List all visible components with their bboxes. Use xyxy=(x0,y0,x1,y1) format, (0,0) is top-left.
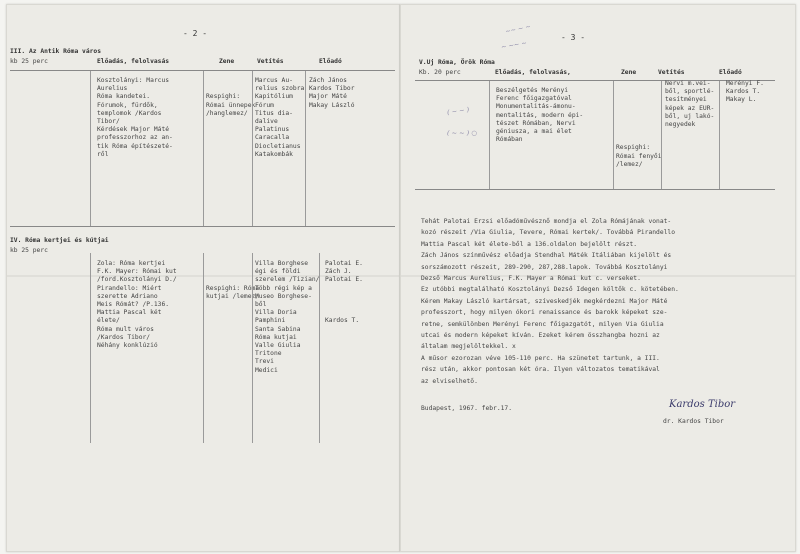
lecture-column: Beszélgetés Merényi Ferenc főigazgatóval Monumentalitás-ámonu- mentalitás, modern épi- tészet Rómában, Nervi géniusza, a mai élet Rómában xyxy=(496,87,584,144)
section-rule xyxy=(10,226,395,227)
section4-music-column: Respighi: Róma kutjai /lemez/ xyxy=(206,284,260,300)
instructions-paragraph: Tehát Palotai Erzsi előadóművésznő mondja el Zola Rómájának vonat- kozó részeit /Via Giulia, Tevere, Római kertek/. Továbbá Pirandello Mattia Pascal két élete-ből a 136.oldalon bejelölt részt. Zách János színművész előadja Stendhal Máték Itáliában kijelölt és sorszámozott részeit, 289-290, 287,288.lapok. Továbbá Kosztolányi Dezső Marcus Aurelius, F.K. Mayer a Római kut c. verseket. Ez utóbbi megtalálható Kosztolányi Dezső Idegen költők c. kötetében. Kérem Makay László kartársat, szíveskedjék megkérdezni Major Máté professzort, hogy milyen ókori renaissance és barokk képeket sze- retne, semkülönben Merényi Ferenc főigazgatót, milyen Via Giulia utcai és modern képeket kíván. Ezeket kérem összhangba hozni az általam megjelöltekkel. x A műsor ezorozan véve 105-110 perc. Ha szünetet tartunk, a III. rész után, akkor pontosan két óra. Ilyen változatos tematikával az elviselhető. xyxy=(421,218,679,385)
section-duration: kb 25 perc xyxy=(10,58,48,65)
right-page xyxy=(400,4,796,552)
pencil-annotation: ~ ~~ ~ xyxy=(500,38,528,52)
section4-projection-column: Villa Borghese égi és földi szerelem /Tizian/ Több régi kép a Museo Borghese- ből Villa Doria Pamphini Santa Sabina Róma kutjai Valle Giulia Tritone Trevi Medici xyxy=(255,260,320,374)
date-line: Budapest, 1967. febr.17. xyxy=(421,405,512,412)
column-header-projection: Vetítés xyxy=(257,58,284,65)
page-number: - 2 - xyxy=(183,29,208,38)
performer-column: Merényi F. Kardos T. Makay L. xyxy=(726,80,764,104)
projection-column: Nervi m.vei- ből, sportlé- tesítményei képek az EUR- ből, uj lakó- negyedek xyxy=(665,80,715,129)
music-column: Respighi: Római fenyői /lemez/ xyxy=(616,144,662,168)
column-divider xyxy=(90,253,91,443)
section3-projection-column: Marcus Au- relius szobra Kapitólium Fórum Titus dia- dalive Palatinus Caracalla Diocletianus Katakombák xyxy=(255,77,305,158)
section3-performer-column: Zách János Kardos Tibor Major Máté Makay László xyxy=(309,77,355,109)
column-divider xyxy=(319,253,320,443)
column-header-lecture: Előadás, felolvasás xyxy=(97,58,170,65)
signer-name: dr. Kardos Tibor xyxy=(663,418,724,425)
column-header-projection: Vetítés xyxy=(658,69,685,76)
column-divider xyxy=(489,81,490,189)
section4-performer-column: Palotai E. Zách J. Palotai E. Kardos T. xyxy=(325,260,363,325)
pencil-annotation: ~~ ~ ~ xyxy=(504,22,532,36)
section4-lecture-column: Zola: Róma kertjei F.K. Mayer: Római kut /ford.Kosztolányi D./ Pirandello: Miért szerette Adriano Meis Rómát? /P.136. Mattia Pascal két élete/ Róma mult város /Kardos Tibor/ Néhány konklúzió xyxy=(97,260,177,350)
page-number: - 3 - xyxy=(561,33,586,42)
column-divider xyxy=(203,253,204,443)
column-header-performer: Előadó xyxy=(319,58,342,65)
column-divider xyxy=(305,71,306,226)
column-header-performer: Előadó xyxy=(719,69,742,76)
section-duration: kb 25 perc xyxy=(10,247,48,254)
column-header-music: Zene xyxy=(621,69,637,76)
left-page xyxy=(6,4,400,552)
column-divider xyxy=(613,81,614,189)
column-header-music: Zene xyxy=(219,58,235,65)
section-title: IV. Róma kertjei és kútjai xyxy=(10,237,109,244)
column-divider xyxy=(90,71,91,226)
section-duration: Kb. 20 perc xyxy=(419,69,461,76)
section3-music-column: Respighi: Római ünnepek /hanglemez/ xyxy=(206,93,256,117)
column-divider xyxy=(252,253,253,443)
pencil-annotation: ( ~ ~ ) ○ xyxy=(447,129,477,137)
column-divider xyxy=(661,81,662,189)
column-divider xyxy=(203,71,204,226)
pencil-annotation: ( ~ ~ ) xyxy=(446,105,470,117)
column-header-lecture: Előadás, felolvasás, xyxy=(495,69,571,76)
section3-lecture-column: Kosztolányi: Marcus Aurelius Róma kandetei. Fórumok, fürdők, templomok /Kardos Tibor/ Kérdések Major Máté professzorhoz az an- tik Róma építészeté- ről xyxy=(97,77,173,158)
table-bottom-rule xyxy=(415,189,775,190)
section-title: V.Uj Róma, Örök Róma xyxy=(419,59,495,66)
column-divider xyxy=(252,71,253,226)
header-rule xyxy=(415,80,775,81)
section-title: III. Az Antik Róma város xyxy=(10,48,101,55)
column-divider xyxy=(719,81,720,189)
handwritten-signature: Kardos Tibor xyxy=(669,399,736,410)
